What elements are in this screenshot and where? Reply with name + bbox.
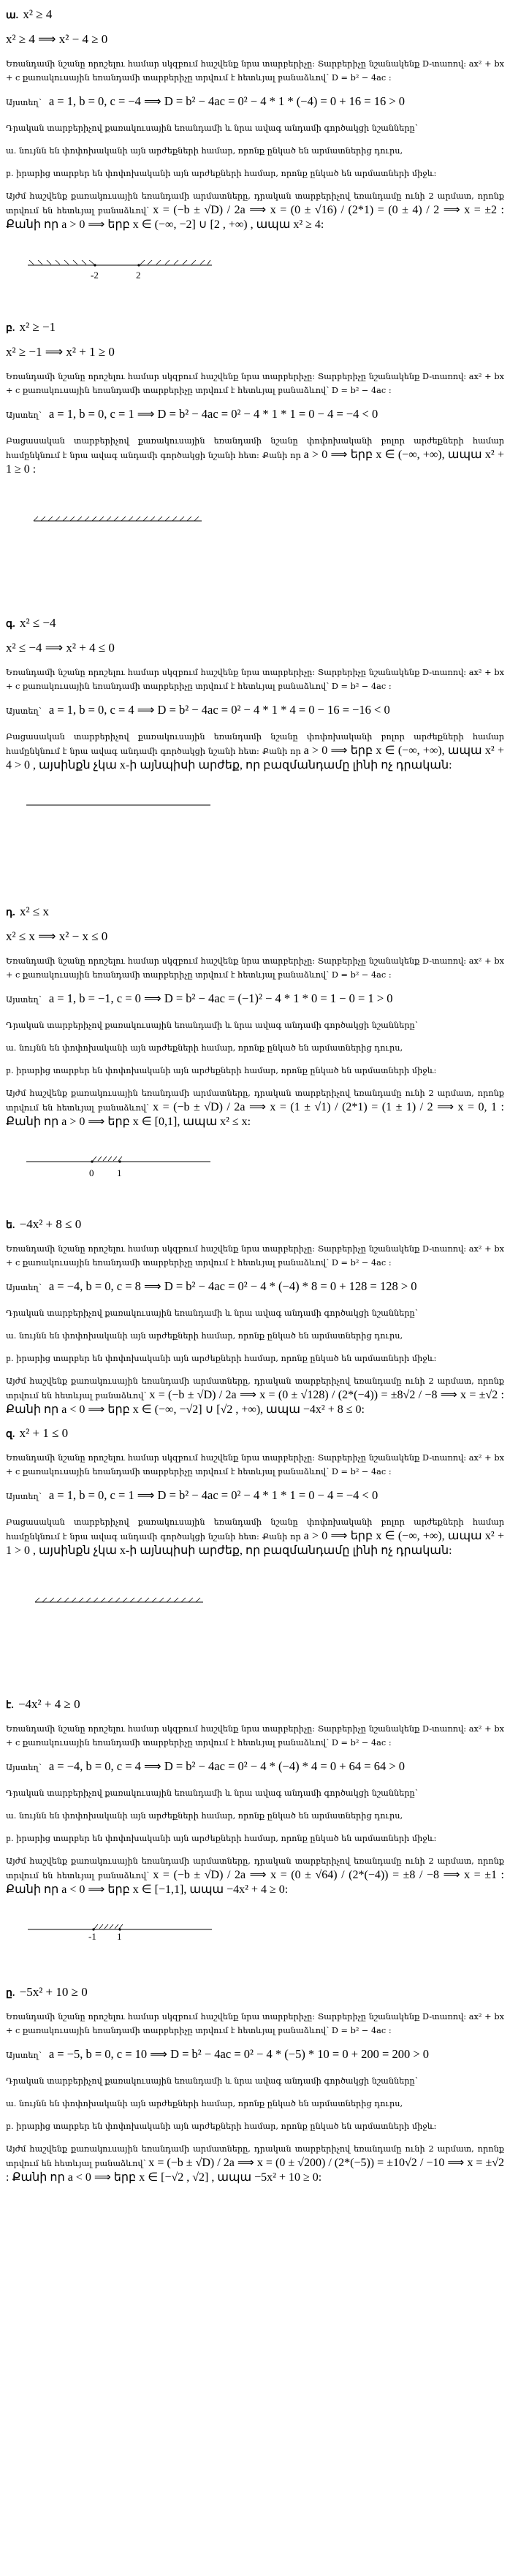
point-1 <box>118 1160 121 1162</box>
roots-expression: x = (−b ± √D) / 2a ⟹ x = (1 ± √1) / (2*1) = (1 ± 1) / 2 ⟹ x = 0, 1 : Քանի որ a > 0 ⟹ երբ x ∈ [0,1], ապա x² ≤ x: <box>6 1101 504 1128</box>
roots-paragraph <box>6 189 504 232</box>
rule-a: ա. նույնն են փոփոխականի այն արժեքների համար, որոնք ընկած են արմատներից դուրս, <box>6 1811 403 1821</box>
intro-paragraph: Եռանդամի նշանը որոշելու համար սկզբում հաշվենք նրա տարբերիչը: Տարբերիչը նշանակենք D-տառով: ax² + bx + c քառակուսային եռանդամի տարբերիչը տրվում է հետևյալ բանաձևով՝ D = b² − 4ac : <box>6 59 504 83</box>
number-line-svg <box>6 248 225 278</box>
here-label: Այստեղ՝ <box>6 411 42 420</box>
calc-expression: a = −5, b = 0, c = 10 ⟹ D = b² − 4ac = 0² − 4 * (−5) * 10 = 0 + 200 = 200 > 0 <box>48 2047 430 2061</box>
roots-expression: x = (−b ± √D) / 2a ⟹ x = (0 ± √128) / (2*(−4)) = ±8√2 / −8 ⟹ x = ±√2 : Քանի որ a < 0 ⟹ երբ x ∈ (−∞, −√2] ∪ [√2 , +∞), ապա −4x² + 8 ≤ 0: <box>6 1389 504 1416</box>
discriminant-calc <box>6 1758 504 1776</box>
calc-expression: a = 1, b = 0, c = −4 ⟹ D = b² − 4ac = 0² − 4 * 1 * (−4) = 0 + 16 = 16 > 0 <box>48 94 406 108</box>
calc-expression: a = 1, b = 0, c = 1 ⟹ D = b² − 4ac = 0² − 4 * 1 * 1 = 0 − 4 = −4 < 0 <box>48 407 378 421</box>
section-title: x² ≤ −4 <box>19 616 56 630</box>
tick-label: -2 <box>91 270 99 281</box>
section-a <box>6 7 504 292</box>
rule-b: բ. իրարից տարբեր են փոփոխականի այն արժեքների համար, որոնք ընկած են արմատների միջև: <box>6 1354 437 1363</box>
negative-discriminant-paragraph <box>6 1515 504 1558</box>
transform-line: x² ≤ x ⟹ x² − x ≤ 0 <box>6 929 108 943</box>
rule-b: բ. իրարից տարբեր են փոփոխականի այն արժեքների համար, որոնք ընկած են արմատների միջև: <box>6 2122 437 2131</box>
positive-discriminant-text: Դրական տարբերիչով քառակուսային եռանդամի և նրա ավագ անդամի գործակցի նշանները՝ <box>6 123 418 133</box>
rule-b: բ. իրարից տարբեր են փոփոխականի այն արժեքների համար, որոնք ընկած են արմատների միջև: <box>6 169 437 178</box>
here-label: Այստեղ՝ <box>6 1492 42 1501</box>
section-heading <box>6 1426 504 1441</box>
negative-discriminant-paragraph <box>6 730 504 773</box>
number-line-svg <box>6 1588 225 1609</box>
roots-paragraph <box>6 2142 504 2185</box>
discriminant-calc <box>6 991 504 1008</box>
here-label: Այստեղ՝ <box>6 995 42 1005</box>
roots-paragraph <box>6 1854 504 1897</box>
tick-label: 2 <box>136 270 141 281</box>
intro-paragraph: Եռանդամի նշանը որոշելու համար սկզբում հաշվենք նրա տարբերիչը: Տարբերիչը նշանակենք D-տառով: ax² + bx + c քառակուսային եռանդամի տարբերիչը տրվում է հետևյալ բանաձևով՝ D = b² − 4ac : <box>6 956 504 980</box>
section-heading <box>6 7 504 22</box>
negative-discriminant-text: Բացասական տարբերիչով քառակուսային եռանդամի նշանը փոփոխականի բոլոր արժեքների համար համընկնում է նրա ավագ անդամի գործակցի նշանի հետ: Քանի որ <box>6 436 504 460</box>
section-label: ա. <box>6 10 19 21</box>
transform-line: x² ≥ −1 ⟹ x² + 1 ≥ 0 <box>6 345 115 359</box>
section-title: −5x² + 10 ≥ 0 <box>19 1985 88 1999</box>
rule-a: ա. նույնն են փոփոխականի այն արժեքների համար, որոնք ընկած են արմատներից դուրս, <box>6 146 403 156</box>
section-label: է. <box>6 1700 14 1711</box>
conclusion-expression: a > 0 ⟹ երբ x ∈ (−∞, +∞), ապա x² + 4 > 0 , այսինքն չկա x-ի այնպիսի արժեք, որ բազմանդամը լինի ոչ դրական: <box>6 744 504 771</box>
section-heading <box>6 904 504 919</box>
section-e <box>6 1217 504 1417</box>
discriminant-calc <box>6 702 504 720</box>
section-label: դ. <box>6 907 15 918</box>
section-label: ե. <box>6 1220 15 1231</box>
section-g <box>6 1697 504 1957</box>
section-label: ը. <box>6 1988 15 1999</box>
positive-discriminant-text: Դրական տարբերիչով քառակուսային եռանդամի և նրա ավագ անդամի գործակցի նշանները՝ <box>6 1021 418 1030</box>
hatch-between <box>94 1924 123 1929</box>
positive-discriminant-text: Դրական տարբերիչով քառակուսային եռանդամի և նրա ավագ անդամի գործակցի նշանները՝ <box>6 1788 418 1798</box>
positive-discriminant-text: Դրական տարբերիչով քառակուսային եռանդամի և նրա ավագ անդամի գործակցի նշանները՝ <box>6 1308 418 1318</box>
intro-paragraph: Եռանդամի նշանը որոշելու համար սկզբում հաշվենք նրա տարբերիչը: Տարբերիչը նշանակենք D-տառով: ax² + bx + c քառակուսային եռանդամի տարբերիչը տրվում է հետևյալ բանաձևով՝ D = b² − 4ac : <box>6 1724 504 1748</box>
calc-expression: a = −4, b = 0, c = 8 ⟹ D = b² − 4ac = 0² − 4 * (−4) * 8 = 0 + 128 = 128 > 0 <box>48 1279 417 1293</box>
roots-intro: Այժմ հաշվենք քառակուսային եռանդամի արմատները, դրական տարբերիչով եռանդամը ունի 2 արմատ, որոնք տրվում են հետևյալ բանաձևով՝ <box>6 1089 504 1113</box>
hatch-all <box>34 517 199 521</box>
roots-intro: Այժմ հաշվենք քառակուսային եռանդամի արմատները, դրական տարբերիչով եռանդամը ունի 2 արմատ, որոնք տրվում են հետևյալ բանաձևով՝ <box>6 191 504 216</box>
roots-intro: Այժմ հաշվենք քառակուսային եռանդամի արմատները, դրական տարբերիչով եռանդամը ունի 2 արմատ, որոնք տրվում են հետևյալ բանաձևով՝ <box>6 2144 504 2168</box>
intro-paragraph: Եռանդամի նշանը որոշելու համար սկզբում հաշվենք նրա տարբերիչը: Տարբերիչը նշանակենք D-տառով: ax² + bx + c քառակուսային եռանդամի տարբերիչը տրվում է հետևյալ բանաձևով՝ D = b² − 4ac : <box>6 372 504 395</box>
number-line-outside <box>6 248 504 292</box>
rule-a: ա. նույնն են փոփոխականի այն արժեքների համար, որոնք ընկած են արմատներից դուրս, <box>6 2099 403 2108</box>
section-title: x² ≥ −1 <box>19 320 56 334</box>
section-label: բ. <box>6 323 15 334</box>
hatch-all <box>35 1598 200 1602</box>
intro-paragraph: Եռանդամի նշանը որոշելու համար սկզբում հաշվենք նրա տարբերիչը: Տարբերիչը նշանակենք D-տառով: ax² + bx + c քառակուսային եռանդամի տարբերիչը տրվում է հետևյալ բանաձևով՝ D = b² − 4ac : <box>6 1453 504 1476</box>
calc-expression: a = 1, b = −1, c = 0 ⟹ D = b² − 4ac = (−1)² − 4 * 1 * 0 = 1 − 0 = 1 > 0 <box>48 991 393 1005</box>
roots-expression: x = (−b ± √D) / 2a ⟹ x = (0 ± √200) / (2*(−5)) = ±10√2 / −10 ⟹ x = ±√2 : Քանի որ a < 0 ⟹ երբ x ∈ [−√2 , √2] , ապա −5x² + 10 ≥ 0: <box>6 2157 505 2184</box>
negative-discriminant-text: Բացասական տարբերիչով քառակուսային եռանդամի նշանը փոփոխականի բոլոր արժեքների համար համընկնում է նրա ավագ անդամի գործակցի նշանի հետ: Քանի որ <box>6 732 504 756</box>
tick-label: 0 <box>89 1167 94 1178</box>
roots-paragraph <box>6 1374 504 1417</box>
calc-expression: a = −4, b = 0, c = 4 ⟹ D = b² − 4ac = 0² − 4 * (−4) * 4 = 0 + 64 = 64 > 0 <box>48 1759 406 1773</box>
section-h <box>6 1985 504 2185</box>
rule-a: ա. նույնն են փոփոխականի այն արժեքների համար, որոնք ընկած են արմատներից դուրս, <box>6 1331 403 1341</box>
section-label: գ. <box>6 619 15 630</box>
section-title: x² + 1 ≤ 0 <box>19 1426 69 1440</box>
number-line-svg <box>6 1146 225 1175</box>
section-f <box>6 1426 504 1694</box>
section-heading <box>6 320 504 335</box>
negative-discriminant-text: Բացասական տարբերիչով քառակուսային եռանդամի նշանը փոփոխականի բոլոր արժեքների համար համընկնում է նրա ավագ անդամի գործակցի նշանի հետ: Քանի որ <box>6 1517 504 1542</box>
rule-b: բ. իրարից տարբեր են փոփոխականի այն արժեքների համար, որոնք ընկած են արմատների միջև: <box>6 1834 437 1843</box>
here-label: Այստեղ՝ <box>6 2051 42 2060</box>
section-heading <box>6 616 504 630</box>
number-line-all <box>6 1588 504 1631</box>
number-line-between <box>6 1146 504 1189</box>
roots-paragraph <box>6 1086 504 1129</box>
discriminant-calc <box>6 2046 504 2064</box>
negative-discriminant-paragraph <box>6 434 504 477</box>
tick-label: 1 <box>117 1167 122 1178</box>
number-line-svg <box>6 1913 225 1943</box>
roots-intro: Այժմ հաշվենք քառակուսային եռանդամի արմատները, դրական տարբերիչով եռանդամը ունի 2 արմատ, որոնք տրվում են հետևյալ բանաձևով՝ <box>6 1856 504 1880</box>
intro-paragraph: Եռանդամի նշանը որոշելու համար սկզբում հաշվենք նրա տարբերիչը: Տարբերիչը նշանակենք D-տառով: ax² + bx + c քառակուսային եռանդամի տարբերիչը տրվում է հետևյալ բանաձևով՝ D = b² − 4ac : <box>6 1244 504 1268</box>
discriminant-calc <box>6 406 504 424</box>
transform-line: x² ≤ −4 ⟹ x² + 4 ≤ 0 <box>6 641 115 655</box>
hatch-left <box>29 260 94 264</box>
tick-label: -1 <box>88 1931 96 1942</box>
section-c <box>6 616 504 902</box>
number-line-between <box>6 1913 504 1957</box>
section-title: x² ≤ x <box>20 904 49 918</box>
discriminant-calc <box>6 94 504 111</box>
section-label: զ. <box>6 1429 15 1440</box>
section-heading <box>6 1985 504 2000</box>
section-heading <box>6 1697 504 1712</box>
transform-line: x² ≥ 4 ⟹ x² − 4 ≥ 0 <box>6 32 108 46</box>
section-title: x² ≥ 4 <box>23 7 53 21</box>
roots-expression: x = (−b ± √D) / 2a ⟹ x = (0 ± √64) / (2*(−4)) = ±8 / −8 ⟹ x = ±1 : Քանի որ a < 0 ⟹ երբ x ∈ [−1,1], ապա −4x² + 4 ≥ 0: <box>6 1869 504 1896</box>
section-d <box>6 904 504 1189</box>
tick-label: 1 <box>117 1931 122 1942</box>
calc-expression: a = 1, b = 0, c = 1 ⟹ D = b² − 4ac = 0² − 4 * 1 * 1 = 0 − 4 = −4 < 0 <box>48 1488 378 1502</box>
here-label: Այստեղ՝ <box>6 1283 42 1292</box>
conclusion-expression: a > 0 ⟹ երբ x ∈ (−∞, +∞), ապա x² + 1 ≥ 0 : <box>6 449 504 476</box>
point-neg2 <box>94 264 96 266</box>
intro-paragraph: Եռանդամի նշանը որոշելու համար սկզբում հաշվենք նրա տարբերիչը: Տարբերիչը նշանակենք D-տառով: ax² + bx + c քառակուսային եռանդամի տարբերիչը տրվում է հետևյալ բանաձևով՝ D = b² − 4ac : <box>6 2012 504 2035</box>
positive-discriminant-text: Դրական տարբերիչով քառակուսային եռանդամի և նրա ավագ անդամի գործակցի նշանները՝ <box>6 2076 418 2086</box>
calc-expression: a = 1, b = 0, c = 4 ⟹ D = b² − 4ac = 0² − 4 * 1 * 4 = 0 − 16 = −16 < 0 <box>48 703 390 717</box>
number-line-empty <box>6 795 504 839</box>
conclusion-expression: a > 0 ⟹ երբ x ∈ (−∞, +∞), ապա x² + 1 > 0 , այսինքն չկա x-ի այնպիսի արժեք, որ բազմանդամը լինի ոչ դրական: <box>6 1530 504 1557</box>
roots-intro: Այժմ հաշվենք քառակուսային եռանդամի արմատները, դրական տարբերիչով եռանդամը ունի 2 արմատ, որոնք տրվում են հետևյալ բանաձևով՝ <box>6 1376 504 1401</box>
number-line-svg <box>6 795 225 817</box>
hatch-between <box>93 1156 122 1161</box>
intro-paragraph: Եռանդամի նշանը որոշելու համար սկզբում հաշվենք նրա տարբերիչը: Տարբերիչը նշանակենք D-տառով: ax² + bx + c քառակուսային եռանդամի տարբերիչը տրվում է հետևյալ բանաձևով՝ D = b² − 4ac : <box>6 668 504 691</box>
roots-expression: x = (−b ± √D) / 2a ⟹ x = (0 ± √16) / (2*1) = (0 ± 4) / 2 ⟹ x = ±2 : Քանի որ a > 0 ⟹ երբ x ∈ (−∞, −2] ∪ [2 , +∞) , ապա x² ≥ 4: <box>6 204 505 231</box>
point-2 <box>137 264 140 266</box>
here-label: Այստեղ՝ <box>6 1763 42 1772</box>
number-line-svg <box>6 506 225 528</box>
section-b <box>6 320 504 613</box>
discriminant-calc <box>6 1279 504 1296</box>
hatch-right <box>140 260 210 264</box>
rule-b: բ. իրարից տարբեր են փոփոխականի այն արժեքների համար, որոնք ընկած են արմատների միջև: <box>6 1066 437 1075</box>
section-title: −4x² + 4 ≥ 0 <box>18 1697 80 1711</box>
rule-a: ա. նույնն են փոփոխականի այն արժեքների համար, որոնք ընկած են արմատներից դուրս, <box>6 1043 403 1053</box>
section-title: −4x² + 8 ≤ 0 <box>19 1217 82 1231</box>
number-line-all <box>6 506 504 550</box>
discriminant-calc <box>6 1487 504 1505</box>
here-label: Այստեղ՝ <box>6 98 42 107</box>
section-heading <box>6 1217 504 1232</box>
here-label: Այստեղ՝ <box>6 706 42 716</box>
point-0 <box>91 1160 93 1162</box>
